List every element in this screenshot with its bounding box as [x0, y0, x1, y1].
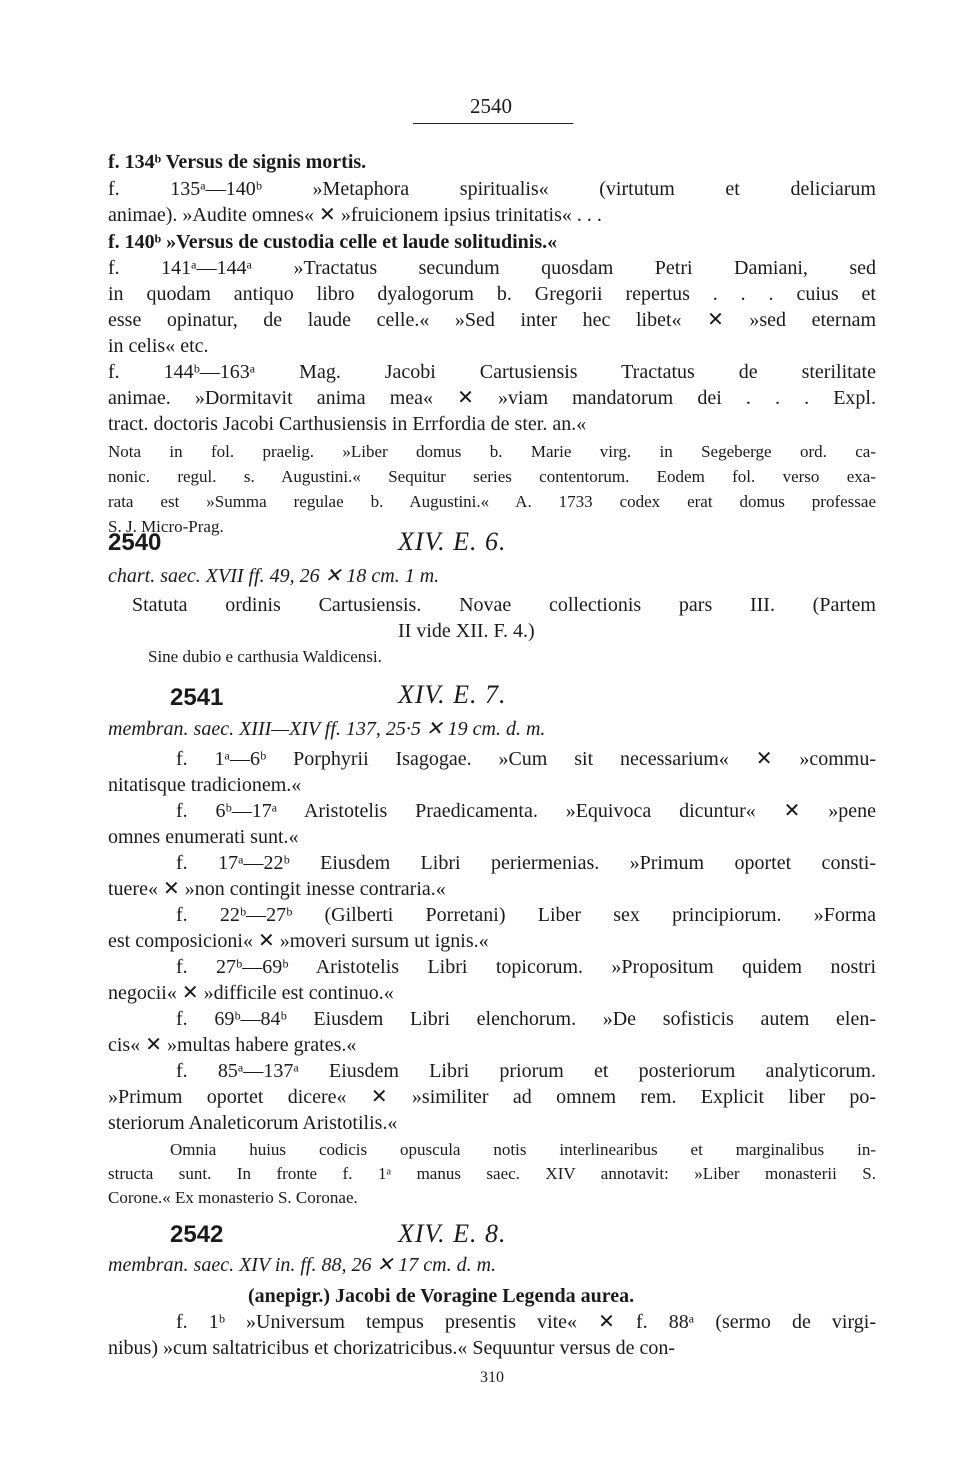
text-line: f. 135ᵃ—140ᵇ »Metaphora spiritualis« (virtutum et deliciarum [108, 178, 876, 200]
text-line: f. 141ᵃ—144ᵃ »Tractatus secundum quosdam Petri Damiani, sed [108, 257, 876, 279]
text-line: f. 134ᵇ Versus de signis mortis. [108, 151, 367, 173]
text-line: tuere« ✕ »non contingit inesse contraria.« [108, 878, 446, 900]
note-line: Sine dubio e carthusia Waldicensi. [148, 647, 382, 666]
entry-title [132, 593, 876, 617]
codex-description: chart. saec. XVII ff. 49, 26 ✕ 18 cm. 1 m. [108, 565, 440, 587]
text-line: est composicioni« ✕ »moveri sursum ut ignis.« [108, 930, 489, 952]
entry-number: 2542 [170, 1221, 224, 1248]
text-line: negocii« ✕ »difficile est continuo.« [108, 982, 394, 1004]
text-line: »Primum oportet dicere« ✕ »similiter ad omnem rem. Explicit liber po- [108, 1086, 876, 1108]
shelfmark: XIV. E. 7. [398, 680, 507, 709]
text-line: f. 6ᵇ—17ᵃ Aristotelis Praedicamenta. »Equivoca dicuntur« ✕ »pene [176, 800, 876, 822]
text-line: animae. »Dormitavit anima mea« ✕ »viam mandatorum dei . . . Expl. [108, 387, 876, 409]
text-line: f. 27ᵇ—69ᵇ Aristotelis Libri topicorum. »Propositum quidem nostri [176, 956, 876, 978]
text-line: f. 144ᵇ—163ᵃ Mag. Jacobi Cartusiensis Tractatus de sterilitate [108, 361, 876, 383]
text-line: esse opinatur, de laude celle.« »Sed inter hec libet« ✕ »sed eternam [108, 309, 876, 331]
header-rule [413, 123, 573, 124]
text-line: f. 85ᵃ—137ᵃ Eiusdem Libri priorum et posteriorum analyticorum. [176, 1060, 876, 1082]
note-line: Nota in fol. praelig. »Liber domus b. Marie virg. in Segeberge ord. ca- [108, 442, 876, 461]
note-line: rata est »Summa regulae b. Augustini.« A. 1733 codex erat domus professae [108, 492, 876, 511]
text-line: f. 140ᵇ »Versus de custodia celle et laude solitudinis.« [108, 231, 558, 253]
entry-title-line: II vide XII. F. 4.) [398, 620, 535, 642]
note-line: structa sunt. In fronte f. 1ᵃ manus saec. XIV annotavit: »Liber monasterii S. [108, 1164, 876, 1183]
codex-description: membran. saec. XIII—XIV ff. 137, 25·5 ✕ 19 cm. d. m. [108, 718, 546, 740]
shelfmark: XIV. E. 6. [398, 527, 507, 556]
page-header [108, 94, 876, 134]
codex-description: membran. saec. XIV in. ff. 88, 26 ✕ 17 cm. d. m. [108, 1254, 497, 1276]
entry-title: (anepigr.) Jacobi de Voragine Legenda aurea. [248, 1285, 635, 1307]
text-line: animae). »Audite omnes« ✕ »fruicionem ipsius trinitatis« . . . [108, 204, 602, 226]
entry-number: 2541 [170, 684, 224, 711]
text-line: f. 1ᵃ—6ᵇ Porphyrii Isagogae. »Cum sit necessarium« ✕ »commu- [176, 748, 876, 770]
text-line: in quodam antiquo libro dyalogorum b. Gregorii repertus . . . cuius et [108, 283, 876, 305]
entry-title-line: Statuta ordinis Cartusiensis. Novae collectionis pars III. (Partem [132, 594, 876, 616]
text-line: f. 17ᵃ—22ᵇ Eiusdem Libri periermenias. »Primum oportet consti- [176, 852, 876, 874]
text-line: f. 69ᵇ—84ᵇ Eiusdem Libri elenchorum. »De sofisticis autem elen- [176, 1008, 876, 1030]
text-line: tract. doctoris Jacobi Carthusiensis in Errfordia de ster. an.« [108, 413, 587, 435]
running-page-number: 2540 [470, 94, 512, 118]
note-line: nonic. regul. s. Augustini.« Sequitur series contentorum. Eodem fol. verso exa- [108, 467, 876, 486]
note-line: Corone.« Ex monasterio S. Coronae. [108, 1188, 358, 1207]
page-footer-number: 310 [480, 1369, 504, 1386]
entry-number: 2540 [108, 529, 162, 556]
note-line: Omnia huius codicis opuscula notis interlinearibus et marginalibus in- [170, 1140, 876, 1159]
text-line: nibus) »cum saltatricibus et chorizatricibus.« Sequuntur versus de con- [108, 1337, 676, 1359]
shelfmark: XIV. E. 8. [398, 1219, 507, 1248]
text-line: f. 1ᵇ »Universum tempus presentis vite« ✕ f. 88ᵃ (sermo de virgi- [176, 1311, 876, 1333]
text-line: in celis« etc. [108, 335, 209, 357]
text-line: nitatisque tradicionem.« [108, 774, 302, 796]
text-line: omnes enumerati sunt.« [108, 826, 299, 848]
text-line: steriorum Analeticorum Aristotilis.« [108, 1112, 398, 1134]
text-line: f. 22ᵇ—27ᵇ (Gilberti Porretani) Liber sex principiorum. »Forma [176, 904, 876, 926]
text-line: cis« ✕ »multas habere grates.« [108, 1034, 357, 1056]
note-line: S. J. Micro-Prag. [108, 517, 224, 536]
